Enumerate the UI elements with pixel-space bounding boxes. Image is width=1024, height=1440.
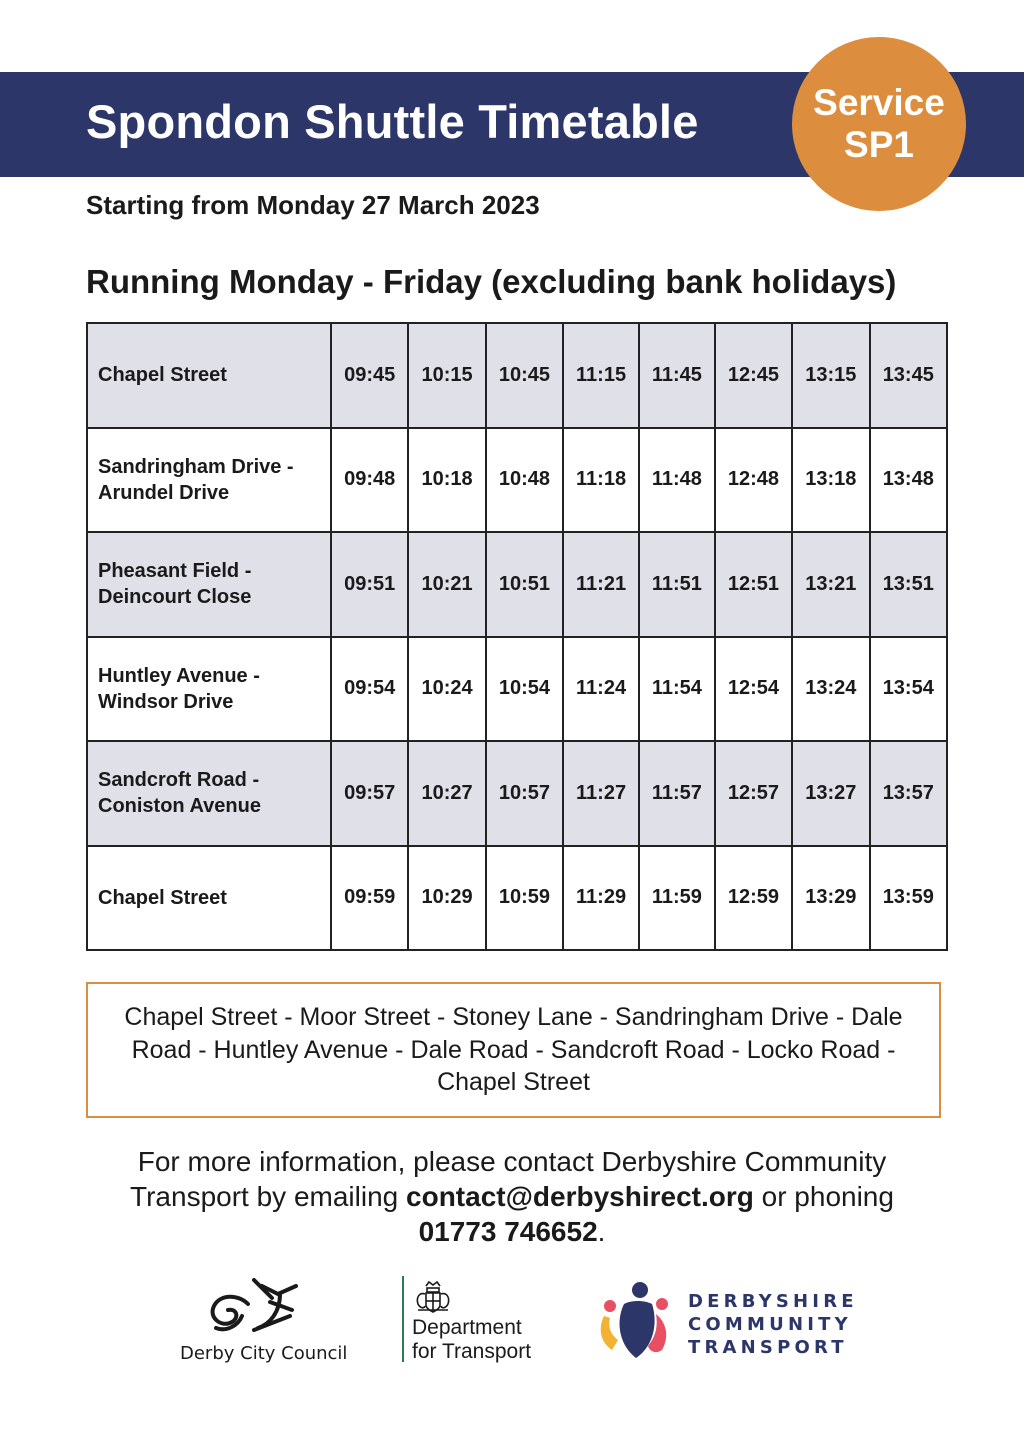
departure-time: 11:48 xyxy=(639,428,715,533)
stop-name-line2: Arundel Drive xyxy=(98,481,230,504)
dft-logo xyxy=(402,1276,552,1366)
departure-time: 12:57 xyxy=(715,741,792,846)
departure-time: 10:27 xyxy=(408,741,485,846)
departure-time: 11:45 xyxy=(639,323,715,428)
stop-name-line1: Sandcroft Road - xyxy=(98,769,260,792)
dct-name-line1: DERBYSHIRE xyxy=(688,1291,858,1312)
departure-time: 12:59 xyxy=(715,846,792,951)
departure-time: 10:45 xyxy=(486,323,563,428)
service-badge-line1: Service xyxy=(813,82,945,123)
service-badge-line2: SP1 xyxy=(844,124,914,165)
timetable-row xyxy=(87,846,947,951)
departure-time: 09:59 xyxy=(331,846,408,951)
stop-name-line2: Windsor Drive xyxy=(98,690,234,713)
stop-name-line1: Huntley Avenue - xyxy=(98,664,260,687)
stop-name xyxy=(87,741,331,846)
departure-time: 09:57 xyxy=(331,741,408,846)
departure-time: 12:48 xyxy=(715,428,792,533)
timetable-row xyxy=(87,741,947,846)
derby-city-council-name: Derby City Council xyxy=(180,1343,348,1364)
dct-name-line2: COMMUNITY xyxy=(688,1314,852,1335)
stop-name-line2: Deincourt Close xyxy=(98,586,252,609)
departure-time: 10:59 xyxy=(486,846,563,951)
departure-time: 12:45 xyxy=(715,323,792,428)
route-text: Chapel Street - Moor Street - Stoney Lane - Sandringham Drive - Dale Road - Huntley Avenue - Dale Road - Sandcroft Road - Locko Road - Chapel Street xyxy=(124,1003,903,1097)
departure-time: 11:24 xyxy=(563,637,639,742)
departure-time: 11:15 xyxy=(563,323,639,428)
timetable-row xyxy=(87,428,947,533)
departure-time: 13:18 xyxy=(792,428,869,533)
departure-time: 10:21 xyxy=(408,532,485,637)
departure-time: 13:45 xyxy=(870,323,947,428)
route-box xyxy=(86,982,941,1118)
timetable-row xyxy=(87,637,947,742)
departure-time: 13:21 xyxy=(792,532,869,637)
departure-time: 13:24 xyxy=(792,637,869,742)
service-badge xyxy=(792,37,966,211)
departure-time: 11:27 xyxy=(563,741,639,846)
departure-time: 10:54 xyxy=(486,637,563,742)
departure-time: 11:59 xyxy=(639,846,715,951)
page-title: Spondon Shuttle Timetable xyxy=(86,95,699,148)
departure-time: 13:57 xyxy=(870,741,947,846)
departure-time: 12:54 xyxy=(715,637,792,742)
departure-time: 09:54 xyxy=(331,637,408,742)
timetable-row xyxy=(87,532,947,637)
departure-time: 13:27 xyxy=(792,741,869,846)
departure-time: 11:54 xyxy=(639,637,715,742)
contact-text-2: or phoning xyxy=(753,1181,894,1212)
timetable xyxy=(86,322,948,951)
start-date: Starting from Monday 27 March 2023 xyxy=(86,190,540,220)
departure-time: 11:29 xyxy=(563,846,639,951)
stop-name-line1: Sandringham Drive - xyxy=(98,455,294,478)
dct-name xyxy=(688,1290,858,1359)
departure-time: 13:29 xyxy=(792,846,869,951)
stop-name xyxy=(87,323,331,428)
departure-time: 10:18 xyxy=(408,428,485,533)
running-days: Running Monday - Friday (excluding bank holidays) xyxy=(86,263,897,300)
departure-time: 13:54 xyxy=(870,637,947,742)
stop-name-line1: Pheasant Field - xyxy=(98,560,252,583)
departure-time: 11:21 xyxy=(563,532,639,637)
departure-time: 11:18 xyxy=(563,428,639,533)
departure-time: 10:29 xyxy=(408,846,485,951)
dft-divider xyxy=(402,1276,404,1362)
stop-name xyxy=(87,428,331,533)
dft-name-line2: for Transport xyxy=(412,1340,532,1363)
departure-time: 11:57 xyxy=(639,741,715,846)
stop-name xyxy=(87,637,331,742)
timetable-row xyxy=(87,323,947,428)
departure-time: 13:15 xyxy=(792,323,869,428)
departure-time: 10:57 xyxy=(486,741,563,846)
contact-phone[interactable]: 01773 746652 xyxy=(418,1216,598,1247)
contact-text-3: . xyxy=(597,1216,606,1247)
dft-name-line1: Department xyxy=(412,1316,522,1339)
departure-time: 10:48 xyxy=(486,428,563,533)
people-icon xyxy=(596,1280,680,1362)
contact-text-1: For more information, please contact Derbyshire Community Transport by emailing xyxy=(130,1146,887,1212)
stop-name xyxy=(87,846,331,951)
dft-name xyxy=(412,1316,531,1364)
stop-name-line2: Coniston Avenue xyxy=(98,795,261,818)
stop-name-line1: Chapel Street xyxy=(98,886,227,909)
contact-email[interactable]: contact@derbyshirect.org xyxy=(406,1181,754,1212)
royal-crest-icon xyxy=(412,1280,454,1314)
derby-city-council-logo xyxy=(176,1272,346,1367)
contact-info xyxy=(90,1144,934,1249)
departure-time: 13:48 xyxy=(870,428,947,533)
dct-name-line3: TRANSPORT xyxy=(688,1337,848,1358)
departure-time: 09:51 xyxy=(331,532,408,637)
departure-time: 09:45 xyxy=(331,323,408,428)
departure-time: 13:59 xyxy=(870,846,947,951)
departure-time: 09:48 xyxy=(331,428,408,533)
stop-name-line1: Chapel Street xyxy=(98,364,227,387)
departure-time: 12:51 xyxy=(715,532,792,637)
departure-time: 11:51 xyxy=(639,532,715,637)
stop-name xyxy=(87,532,331,637)
departure-time: 10:15 xyxy=(408,323,485,428)
ram-icon xyxy=(176,1272,346,1342)
departure-time: 10:51 xyxy=(486,532,563,637)
departure-time: 13:51 xyxy=(870,532,947,637)
dct-logo xyxy=(596,1280,856,1362)
departure-time: 10:24 xyxy=(408,637,485,742)
